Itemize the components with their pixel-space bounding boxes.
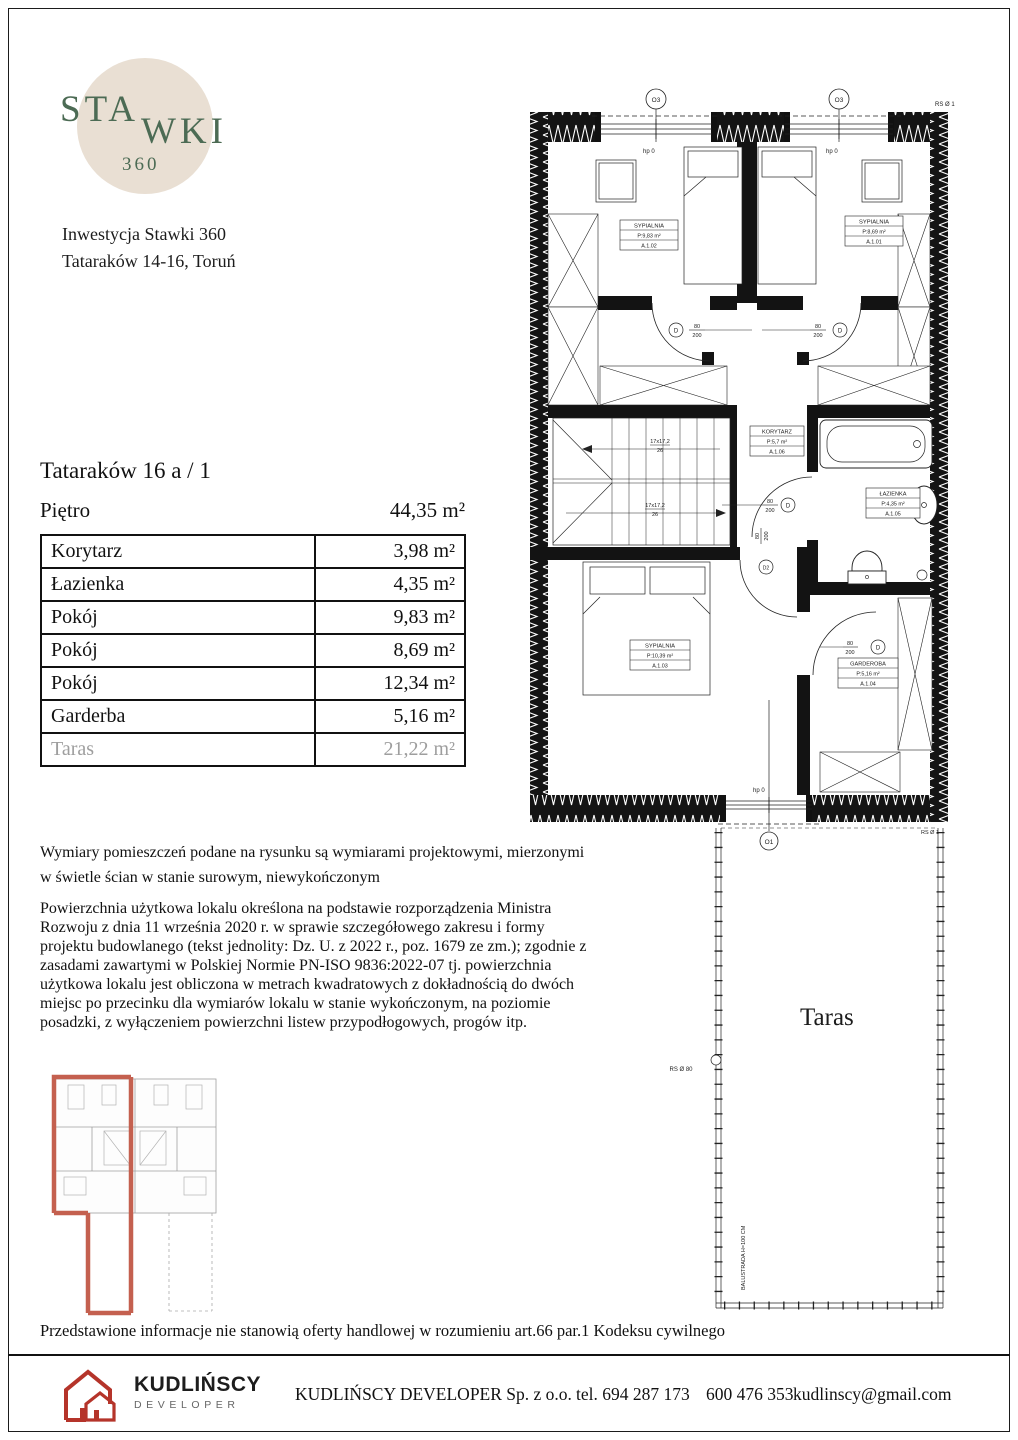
door-tag-garderoba	[820, 640, 885, 656]
footer-divider	[8, 1354, 1010, 1356]
svg-text:17x17,2: 17x17,2	[645, 503, 665, 509]
toilet	[852, 551, 882, 571]
svg-text:D: D	[673, 328, 679, 335]
svg-text:80: 80	[766, 499, 774, 505]
window-tag: O1	[764, 839, 774, 846]
room-name: Korytarz	[41, 535, 315, 568]
svg-text:P:8,69 m²: P:8,69 m²	[862, 229, 886, 236]
staircase	[553, 418, 730, 545]
developer-brand-name: KUDLIŃSCY	[134, 1373, 262, 1396]
svg-text:A.1.06: A.1.06	[769, 449, 785, 456]
svg-text:D: D	[837, 328, 843, 335]
svg-text:26: 26	[651, 512, 659, 518]
room-label-sypialnia-1	[620, 220, 678, 250]
developer-logo-icon	[60, 1366, 126, 1424]
investment-address: Tataraków 14-16, Toruń	[62, 251, 236, 271]
room-area: 8,69 m²	[315, 634, 465, 667]
footer-phone-2: 600 476 353	[706, 1384, 794, 1404]
drain-icon	[711, 1055, 721, 1065]
svg-text:P:5,7 m²: P:5,7 m²	[766, 439, 788, 446]
footer-company: KUDLIŃSCY DEVELOPER Sp. z o.o.	[295, 1384, 572, 1404]
legal-disclaimer: Przedstawione informacje nie stanowią oferty handlowej w rozumieniu art.66 par.1 Kodeksu cywilnego	[40, 1321, 726, 1340]
svg-text:200: 200	[765, 508, 775, 514]
table-row	[41, 667, 465, 700]
brand-logo-text-3: 360	[122, 154, 160, 175]
svg-text:80: 80	[755, 532, 761, 540]
svg-text:KORYTARZ: KORYTARZ	[762, 429, 792, 436]
svg-text:GARDEROBA: GARDEROBA	[850, 661, 886, 668]
svg-text:SYPIALNIA: SYPIALNIA	[634, 223, 664, 230]
svg-text:17x17,2: 17x17,2	[650, 439, 670, 445]
sill-height-label: hp 0	[826, 149, 838, 155]
floor-area: 44,35 m²	[389, 498, 465, 522]
svg-text:80: 80	[846, 641, 854, 647]
room-area: 3,98 m²	[315, 535, 465, 568]
developer-brand-sub: DEVELOPER	[134, 1399, 240, 1411]
room-label-sypialnia-3	[630, 640, 690, 670]
svg-text:P:10,39 m²: P:10,39 m²	[646, 653, 674, 660]
room-area: 21,22 m²	[315, 733, 465, 766]
floor-summary	[40, 498, 465, 523]
svg-text:80: 80	[693, 324, 701, 330]
room-area: 12,34 m²	[315, 667, 465, 700]
sill-height-label: hp 0	[643, 149, 655, 155]
svg-text:P:4,35 m²: P:4,35 m²	[881, 501, 905, 508]
svg-text:A.1.04: A.1.04	[860, 681, 876, 688]
brand-logo-text-2: WKI	[141, 111, 227, 152]
table-row	[41, 634, 465, 667]
footer-phone-1: tel. 694 287 173	[576, 1384, 690, 1404]
room-name: Garderba	[41, 700, 315, 733]
room-label-lazienka	[866, 488, 920, 518]
door-tag-left	[669, 323, 752, 339]
drain-label: RS Ø 1	[935, 102, 955, 108]
room-area: 9,83 m²	[315, 601, 465, 634]
terrace-drain-label: RS Ø 80	[669, 1067, 693, 1073]
window-tag: O3	[651, 97, 661, 104]
door-symbol: D2	[762, 565, 770, 572]
room-name: Pokój	[41, 601, 315, 634]
svg-text:A.1.02: A.1.02	[641, 243, 657, 250]
svg-text:SYPIALNIA: SYPIALNIA	[859, 219, 889, 226]
mini-locator-plan	[42, 1073, 232, 1325]
svg-text:A.1.05: A.1.05	[885, 511, 901, 518]
note-regulation: Powierzchnia użytkowa lokalu określona na podstawie rozporządzenia Ministra Rozwoju z dnia 11 września 2020 r. w sprawie szczegółowego zakresu i formy projektu budowlanego (tekst jednolity: Dz. U. z 2022 r., poz. 1679 ze zm.); zgodnie z zasadami zawartymi w Polskiej Normie PN-ISO 9836:2022-07 tj. powierzchnia użytkowa lokalu jest obliczona w metrach kwadratowych z dokładnością do dwóch miejsc po przecinku dla wymiarów lokalu w stanie wykończonym, na poziomie posadzki, z wyłączeniem powierzchni listew przypodłogowych, progów itp.	[40, 900, 587, 1032]
svg-text:D: D	[875, 645, 881, 652]
table-row	[41, 700, 465, 733]
svg-text:80: 80	[814, 324, 822, 330]
table-row	[41, 535, 465, 568]
svg-text:26: 26	[656, 448, 664, 454]
note-dimensions: Wymiary pomieszczeń podane na rysunku są wymiarami projektowymi, mierzonymi w świetle ścian w stanie surowym, niewykończonym	[40, 844, 585, 886]
investment-name: Inwestycja Stawki 360	[62, 224, 226, 244]
room-name: Taras	[41, 733, 315, 766]
room-name: Łazienka	[41, 568, 315, 601]
window-tag: O3	[834, 97, 844, 104]
svg-text:200: 200	[845, 650, 855, 656]
table-row-taras	[41, 733, 465, 766]
terrace-label: Taras	[800, 1004, 854, 1031]
svg-text:SYPIALNIA: SYPIALNIA	[645, 643, 675, 650]
developer-brand	[134, 1374, 261, 1411]
svg-text:200: 200	[764, 531, 770, 541]
room-name: Pokój	[41, 667, 315, 700]
svg-text:P:5,16 m²: P:5,16 m²	[856, 671, 880, 678]
svg-text:200: 200	[813, 333, 823, 339]
floor-drain-icon	[917, 570, 927, 580]
svg-text:A.1.01: A.1.01	[866, 239, 882, 246]
table-row	[41, 601, 465, 634]
room-label-sypialnia-2	[845, 216, 903, 246]
balustrade-label: BALUSTRADA H=100 CM	[741, 1225, 747, 1290]
brand-logo-text-1: STA	[60, 89, 139, 130]
room-name: Pokój	[41, 634, 315, 667]
room-area: 4,35 m²	[315, 568, 465, 601]
svg-text:200: 200	[692, 333, 702, 339]
room-label-korytarz	[750, 426, 804, 456]
room-label-garderoba	[838, 658, 898, 688]
door-tag-right	[762, 323, 847, 339]
unit-title: Tataraków 16 a / 1	[40, 458, 211, 483]
terrace-rs-label: RS Ø 1	[921, 830, 940, 836]
stair-labels	[645, 439, 670, 518]
floor-plan	[515, 85, 1015, 1325]
sill-height-label: hp 0	[753, 788, 765, 794]
bathtub-drain-icon	[914, 441, 921, 448]
floor-label: Piętro	[40, 498, 91, 522]
desk	[596, 160, 636, 202]
table-row	[41, 568, 465, 601]
svg-text:A.1.03: A.1.03	[652, 663, 668, 670]
desk	[862, 160, 902, 202]
svg-text:ŁAZIENKA: ŁAZIENKA	[879, 491, 907, 498]
room-area-table	[40, 534, 466, 767]
svg-text:P:9,83 m²: P:9,83 m²	[637, 233, 661, 240]
door-tag-bedroom	[755, 528, 770, 544]
room-area: 5,16 m²	[315, 700, 465, 733]
svg-text:D: D	[785, 503, 791, 510]
footer-email: kudlinscy@gmail.com	[793, 1384, 952, 1404]
